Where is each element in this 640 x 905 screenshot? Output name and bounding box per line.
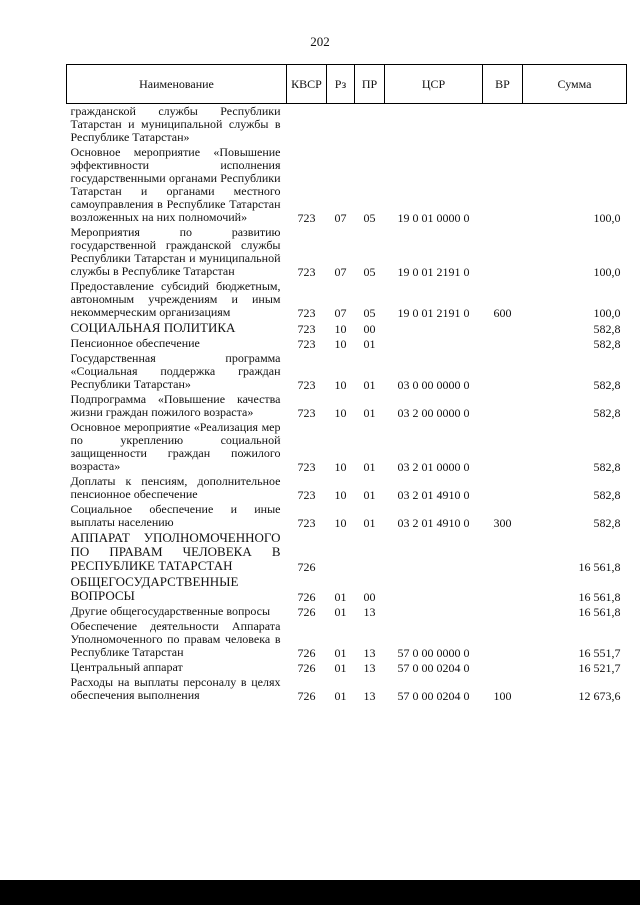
cell-pr: 01 [363, 378, 376, 392]
cell-sum: 582,8 [593, 460, 621, 474]
cell-rz: 10 [334, 406, 347, 420]
cell-csr: 19 0 01 0000 0 [397, 211, 470, 225]
table-row [67, 225, 627, 279]
cell-vr [483, 420, 523, 474]
cell-rz: 10 [334, 516, 347, 530]
cell-kvsr: 723 [297, 516, 316, 530]
cell-csr: 03 2 01 4910 0 [397, 488, 470, 502]
cell-vr [483, 320, 523, 336]
table-row [67, 675, 627, 703]
header-name: Наименование [67, 65, 287, 104]
cell-vr: 300 [493, 516, 512, 530]
cell-rz: 10 [334, 322, 347, 336]
cell-rz: 07 [334, 306, 347, 320]
cell-pr: 01 [363, 406, 376, 420]
header-kvsr: КВСР [287, 65, 327, 104]
cell-sum: 16 551,7 [578, 646, 621, 660]
cell-kvsr: 723 [297, 488, 316, 502]
cell-pr: 01 [363, 488, 376, 502]
cell-pr: 05 [363, 265, 376, 279]
cell-rz: 01 [334, 661, 347, 675]
page-number: 202 [310, 34, 330, 49]
table-row [67, 502, 627, 530]
cell-name: Доплаты к пенсиям, дополнительное пенсионное обеспечение [70, 474, 281, 501]
scan-bottom-edge [0, 880, 640, 905]
cell-name: Социальное обеспечение и иные выплаты населению [70, 502, 281, 529]
cell-sum: 582,8 [593, 516, 621, 530]
cell-vr [483, 660, 523, 675]
cell-kvsr: 723 [297, 337, 316, 351]
cell-pr: 13 [363, 646, 376, 660]
cell-name: Государственная программа «Социальная поддержка граждан Республики Татарстан» [70, 351, 281, 391]
table-row [67, 104, 627, 146]
budget-table [66, 64, 627, 703]
cell-sum: 582,8 [593, 378, 621, 392]
cell-sum: 16 561,8 [578, 590, 621, 604]
cell-kvsr: 726 [297, 605, 316, 619]
cell-pr: 05 [363, 211, 376, 225]
cell-kvsr [287, 104, 327, 146]
cell-vr [483, 145, 523, 225]
header-pr: ПР [355, 65, 385, 104]
cell-rz: 01 [334, 590, 347, 604]
table-row [67, 145, 627, 225]
cell-pr: 05 [363, 306, 376, 320]
table-body [67, 104, 627, 704]
header-vr: ВР [483, 65, 523, 104]
cell-rz: 10 [334, 337, 347, 351]
table-row [67, 604, 627, 619]
cell-kvsr: 723 [297, 406, 316, 420]
cell-csr: 57 0 00 0204 0 [397, 689, 470, 703]
cell-rz: 01 [334, 689, 347, 703]
cell-rz: 01 [334, 605, 347, 619]
cell-rz: 10 [334, 378, 347, 392]
cell-sum [523, 104, 627, 146]
table-row [67, 619, 627, 660]
cell-vr [483, 474, 523, 502]
cell-vr: 100 [493, 689, 512, 703]
cell-csr [385, 104, 483, 146]
cell-name: Другие общегосударственные вопросы [70, 604, 271, 618]
header-sum: Сумма [523, 65, 627, 104]
cell-pr: 13 [363, 661, 376, 675]
cell-sum: 582,8 [593, 337, 621, 351]
header-csr: ЦСР [385, 65, 483, 104]
table-row [67, 530, 627, 574]
cell-name: гражданской службы Республики Татарстан и муниципальной службы в Республике Татарстан» [70, 104, 281, 144]
cell-csr: 03 2 01 0000 0 [397, 460, 470, 474]
cell-name: Предоставление субсидий бюджетным, автономным учреждениям и иным некоммерческим организациям [70, 279, 281, 319]
cell-pr: 00 [363, 322, 376, 336]
cell-kvsr: 726 [297, 689, 316, 703]
cell-kvsr: 723 [297, 378, 316, 392]
cell-vr [483, 392, 523, 420]
cell-rz: 07 [334, 211, 347, 225]
cell-vr [483, 619, 523, 660]
cell-name: Мероприятия по развитию государственной гражданской службы Республики Татарстан и муниципальной службы в Республике Татарстан [70, 225, 281, 278]
cell-vr [483, 104, 523, 146]
table-row [67, 420, 627, 474]
cell-csr: 03 2 01 4910 0 [397, 516, 470, 530]
table-row [67, 392, 627, 420]
table-row [67, 351, 627, 392]
table-row [67, 574, 627, 604]
cell-pr [355, 104, 385, 146]
cell-vr [483, 604, 523, 619]
cell-vr [483, 225, 523, 279]
cell-csr [385, 320, 483, 336]
cell-sum: 16 561,8 [578, 560, 621, 574]
cell-name: Центральный аппарат [70, 660, 183, 674]
cell-csr: 19 0 01 2191 0 [397, 306, 470, 320]
cell-name: Расходы на выплаты персоналу в целях обеспечения выполнения [70, 675, 281, 702]
cell-kvsr: 723 [297, 460, 316, 474]
cell-name: Подпрограмма «Повышение качества жизни граждан пожилого возраста» [70, 392, 281, 419]
cell-rz: 10 [334, 488, 347, 502]
cell-name: СОЦИАЛЬНАЯ ПОЛИТИКА [70, 320, 236, 335]
table-row [67, 660, 627, 675]
budget-table-container [66, 64, 626, 703]
cell-kvsr: 723 [297, 265, 316, 279]
cell-pr: 00 [363, 590, 376, 604]
cell-vr [483, 351, 523, 392]
cell-name: Основное мероприятие «Повышение эффективности исполнения государственными органами Республики Татарстан и органами местного самоуправления в Республике Татарстан возложенных на них полномочий» [70, 145, 281, 224]
cell-name: ОБЩЕГОСУДАРСТВЕННЫЕ ВОПРОСЫ [70, 574, 239, 603]
cell-csr [385, 336, 483, 351]
cell-csr: 57 0 00 0204 0 [397, 661, 470, 675]
cell-kvsr: 726 [297, 646, 316, 660]
cell-vr [483, 574, 523, 604]
cell-pr: 01 [363, 516, 376, 530]
cell-rz: 07 [334, 265, 347, 279]
cell-sum: 16 561,8 [578, 605, 621, 619]
cell-sum: 16 521,7 [578, 661, 621, 675]
cell-sum: 100,0 [593, 211, 621, 225]
cell-csr: 57 0 00 0000 0 [397, 646, 470, 660]
cell-rz: 01 [334, 646, 347, 660]
cell-kvsr: 723 [297, 306, 316, 320]
cell-sum: 582,8 [593, 406, 621, 420]
table-row [67, 336, 627, 351]
cell-vr [483, 530, 523, 574]
table-row [67, 279, 627, 320]
cell-csr [385, 604, 483, 619]
cell-csr [385, 574, 483, 604]
cell-pr: 01 [363, 337, 376, 351]
cell-pr: 13 [363, 689, 376, 703]
cell-pr: 13 [363, 605, 376, 619]
cell-csr: 19 0 01 2191 0 [397, 265, 470, 279]
cell-sum: 100,0 [593, 265, 621, 279]
cell-pr [355, 530, 385, 574]
cell-name: АППАРАТ УПОЛНОМОЧЕННОГО ПО ПРАВАМ ЧЕЛОВЕКА В РЕСПУБЛИКЕ ТАТАРСТАН [70, 530, 281, 573]
cell-vr: 600 [493, 306, 512, 320]
cell-sum: 582,8 [593, 322, 621, 336]
cell-csr [385, 530, 483, 574]
cell-name: Обеспечение деятельности Аппарата Уполномоченного по правам человека в Республике Татарстан [70, 619, 281, 659]
table-row [67, 474, 627, 502]
cell-kvsr: 726 [297, 560, 316, 574]
cell-csr: 03 0 00 0000 0 [397, 378, 470, 392]
cell-sum: 100,0 [593, 306, 621, 320]
table-row [67, 320, 627, 336]
cell-sum: 12 673,6 [578, 689, 621, 703]
cell-kvsr: 723 [297, 322, 316, 336]
cell-kvsr: 723 [297, 211, 316, 225]
cell-pr: 01 [363, 460, 376, 474]
cell-rz [327, 104, 355, 146]
table-header [67, 65, 627, 104]
cell-kvsr: 726 [297, 590, 316, 604]
cell-sum: 582,8 [593, 488, 621, 502]
cell-kvsr: 726 [297, 661, 316, 675]
header-rz: Рз [327, 65, 355, 104]
cell-name: Пенсионное обеспечение [70, 336, 200, 350]
cell-rz [327, 530, 355, 574]
cell-rz: 10 [334, 460, 347, 474]
cell-csr: 03 2 00 0000 0 [397, 406, 470, 420]
cell-vr [483, 336, 523, 351]
cell-name: Основное мероприятие «Реализация мер по укреплению социальной защищенности граждан пожилого возраста» [70, 420, 281, 473]
